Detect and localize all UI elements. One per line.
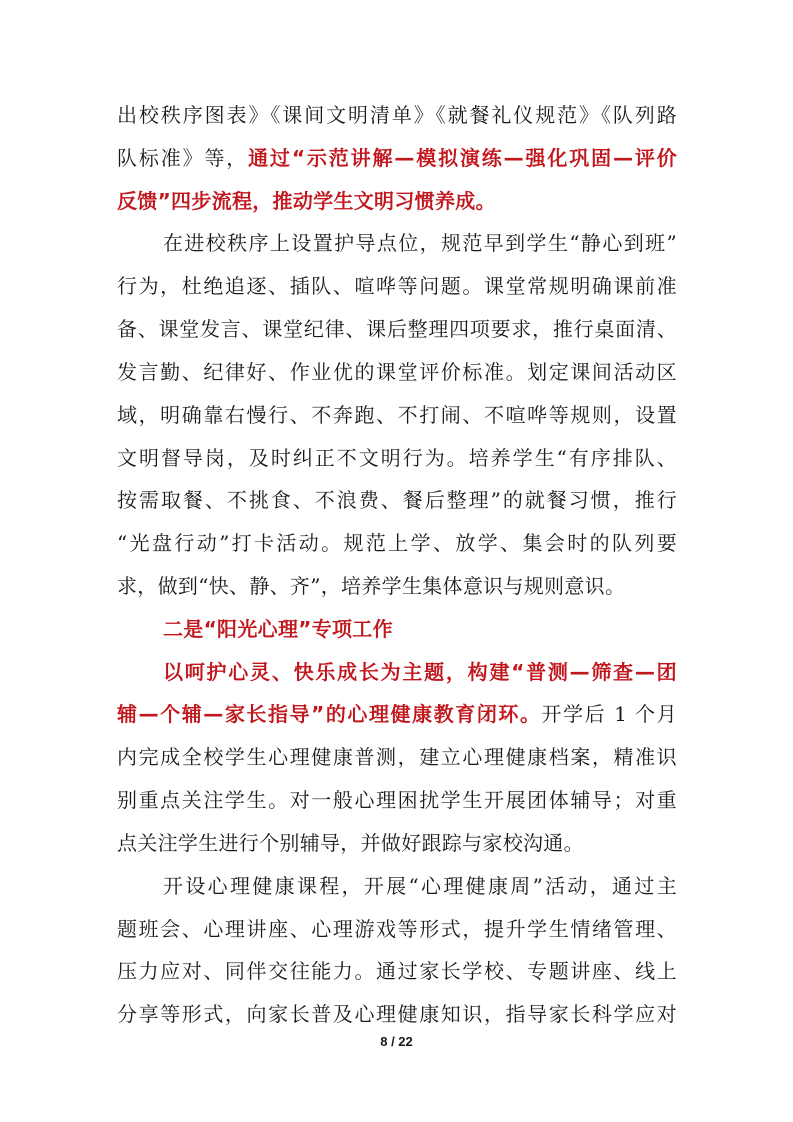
text-line: 别重点关注学生。对一般心理困扰学生开展团体辅导；对重 [117,788,677,812]
paragraph-start: 开设心理健康课程，开展“心理健康周”活动，通过主 [163,874,677,898]
paragraph-start [163,657,677,687]
text-line: 按需取餐、不挑食、不浪费、餐后整理”的就餐习惯，推行 [117,488,677,512]
text-line: 求，做到“快、静、齐”，培养学生集体意识与规则意识。 [117,574,626,598]
text-line: 发言勤、纪律好、作业优的课堂评价标准。划定课间活动区 [117,360,677,384]
text-line [117,186,677,216]
text-line: 辅—个辅—家长指导”的心理健康教育闭环。开学后 1 个月 [117,702,677,726]
highlighted-text: 以呵护心灵、快乐成长为主题，构建“普测—筛查—团 [163,660,677,684]
text-line: 题班会、心理讲座、心理游戏等形式，提升学生情绪管理、 [117,917,677,941]
text-line: 出校秩序图表》《课间文明清单》《就餐礼仪规范》《队列路 [117,103,677,127]
text-line: 分享等形式，向家长普及心理健康知识，指导家长科学应对 [117,1002,677,1026]
text-line: 点关注学生进行个别辅导，并做好跟踪与家校沟通。 [117,831,584,855]
text-line: 备、课堂发言、课堂纪律、课后整理四项要求，推行桌面清、 [117,317,677,341]
highlighted-text: 通过“示范讲解—模拟演练—强化巩固—评价 [248,146,677,170]
paragraph-start: 在进校秩序上设置护导点位，规范早到学生“静心到班” [163,231,677,255]
text-line: 压力应对、同伴交往能力。通过家长学校、专题讲座、线上 [117,959,677,983]
text-line: “光盘行动”打卡活动。规范上学、放学、集会时的队列要 [117,531,677,555]
text-line: 内完成全校学生心理健康普测，建立心理健康档案，精准识 [117,745,677,769]
text-line: 文明督导岗，及时纠正不文明行为。培养学生“有序排队、 [117,446,677,470]
text-line: 行为，杜绝追逐、插队、喧哗等问题。课堂常规明确课前准 [117,274,677,298]
page-number: 8 / 22 [380,1034,413,1049]
text-line: 队标准》等，通过“示范讲解—模拟演练—强化巩固—评价 [117,146,677,170]
text-line: 域，明确靠右慢行、不奔跑、不打闹、不喧哗等规则，设置 [117,403,677,427]
highlighted-text: 辅—个辅—家长指导”的心理健康教育闭环。 [117,702,542,726]
highlighted-text: 反馈”四步流程，推动学生文明习惯养成。 [117,189,496,213]
section-heading: 二是“阳光心理”专项工作 [163,617,393,641]
